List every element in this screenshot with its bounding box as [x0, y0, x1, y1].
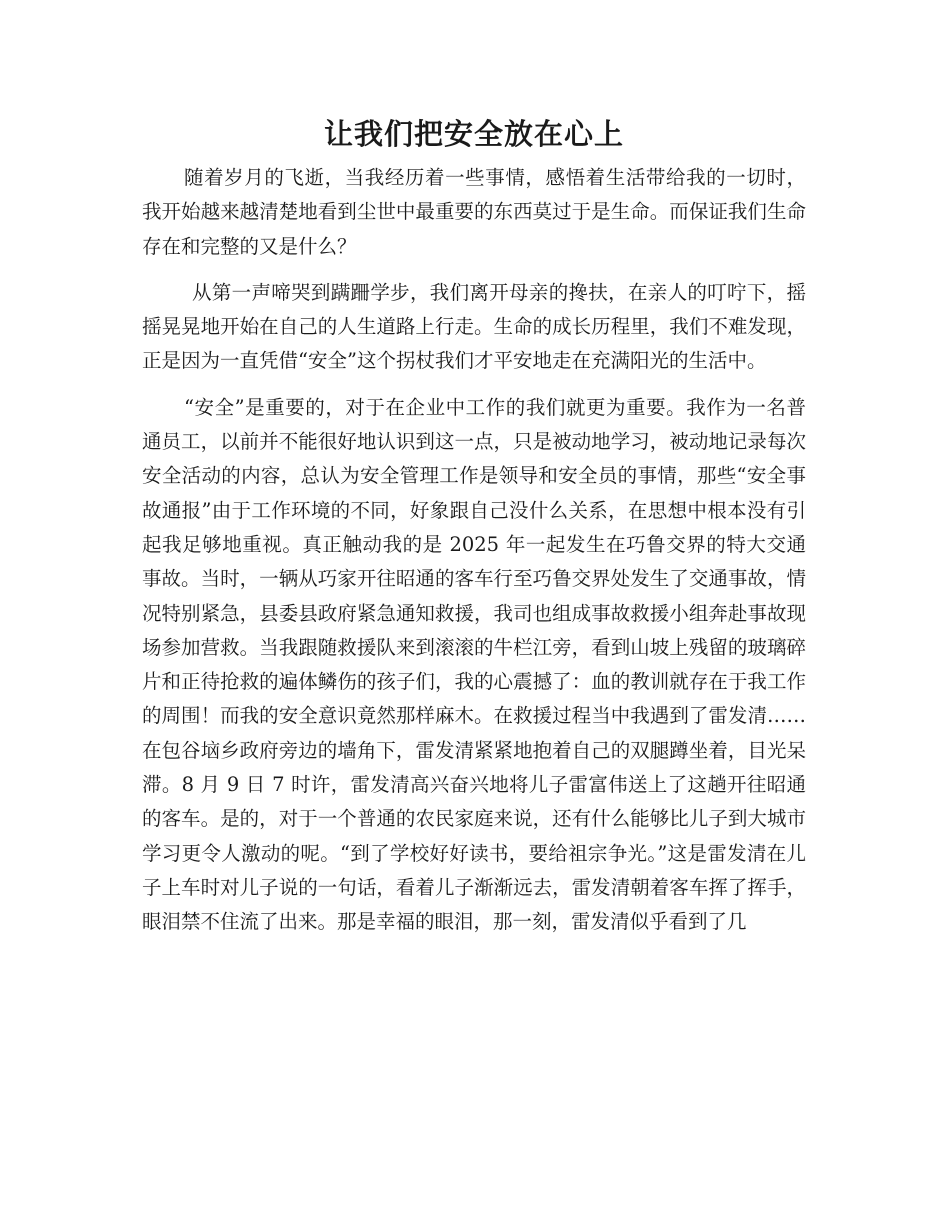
document-title: 让我们把安全放在心上	[323, 117, 624, 151]
paragraph-1: 随着岁月的飞逝，当我经历着一些事情，感悟着生活带给我的一切时，我开始越来越清楚地看到尘世中最重要的东西莫过于是生命。而保证我们生命存在和完整的又是什么？	[142, 166, 806, 258]
paragraph-3: “安全”是重要的，对于在企业中工作的我们就更为重要。我作为一名普通员工，以前并不能很好地认识到这一点，只是被动地学习，被动地记录每次安全活动的内容，总认为安全管理工作是领导和安全员的事情，那些“安全事故通报”由于工作环境的不同，好象跟自己没什么关系，在思想中根本没有引起我足够地重视。真正触动我的是 2025 年一起发生在巧鲁交界的特大交通事故。当时，一辆从巧家开往昭通的客车行至巧鲁交界处发生了交通事故，情况特别紧急，县委县政府紧急通知救援，我司也组成事故救援小组奔赴事故现场参加营救。当我跟随救援队来到滚滚的牛栏江旁，看到山坡上残留的玻璃碎片和正待抢救的遍体鳞伤的孩子们，我的心震撼了：血的教训就存在于我工作的周围！而我的安全意识竟然那样麻木。在救援过程当中我遇到了雷发清……在包谷垴乡政府旁边的墙角下，雷发清紧紧地抱着自己的双腿蹲坐着，目光呆滞。8 月 9 日 7 时许，雷发清高兴奋兴地将儿子雷富伟送上了这趟开往昭通的客车。是的，对于一个普通的农民家庭来说，还有什么能够比儿子到大城市学习更令人激动的呢。“到了学校好好读书，要给祖宗争光。”这是雷发清在儿子上车时对儿子说的一句话，看着儿子渐渐远去，雷发清朝着客车挥了挥手，眼泪禁不住流了出来。那是幸福的眼泪，那一刻，雷发清似乎看到了几	[142, 395, 806, 934]
document-page	[142, 112, 806, 940]
paragraph-2: 从第一声啼哭到蹒跚学步，我们离开母亲的搀扶，在亲人的叮咛下，摇摇晃晃地开始在自己的人生道路上行走。生命的成长历程里，我们不难发现，正是因为一直凭借“安全”这个拐杖我们才平安地走在充满阳光的生活中。	[142, 280, 806, 373]
